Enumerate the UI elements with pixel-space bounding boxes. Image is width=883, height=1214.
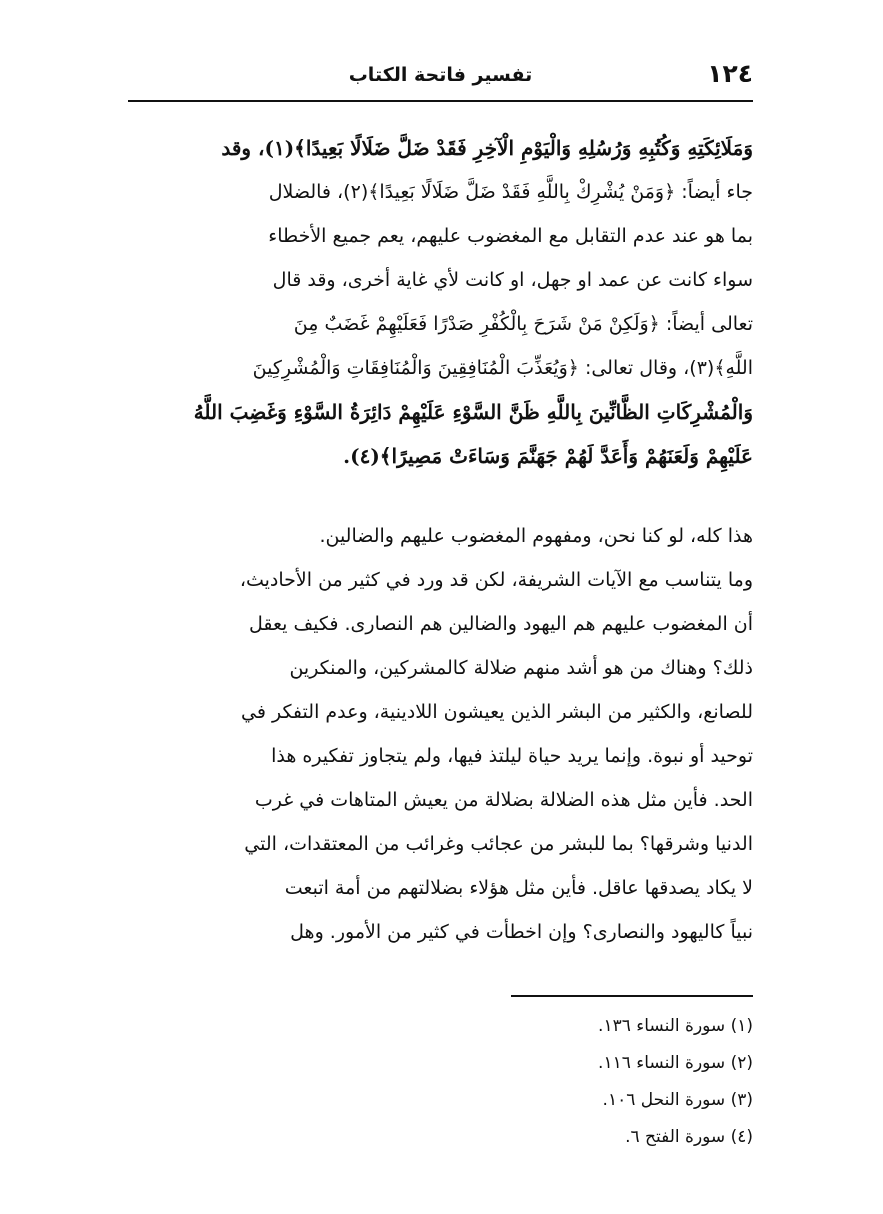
header-rule (128, 100, 753, 102)
text-line: نبياً كاليهود والنصارى؟ وإن اخطأت في كثير من الأمور. وهل (290, 921, 753, 943)
text-line: أن المغضوب عليهم هم اليهود والضالين هم النصارى. فكيف يعقل (249, 613, 753, 635)
text-line: عَلَيْهِمْ وَلَعَنَهُمْ وَأَعَدَّ لَهُمْ جَهَنَّمَ وَسَاءَتْ مَصِيرًا﴾(٤). (343, 444, 753, 468)
text-line: ذلك؟ وهناك من هو أشد منهم ضلالة كالمشركين، والمنكرين (289, 657, 753, 679)
page-number: ١٢٤ (707, 59, 753, 88)
text-line: هذا كله، لو كنا نحن، ومفهوم المغضوب عليهم والضالين. (319, 525, 753, 547)
text-line: اللَّهِ﴾(٣)، وقال تعالى: ﴿وَيُعَذِّبَ الْمُنَافِقِينَ وَالْمُنَافِقَاتِ وَالْمُشْرِكِينَ (252, 357, 753, 379)
page-header (128, 58, 753, 98)
footnote: (٢) سورة النساء ١١٦. (598, 1053, 753, 1073)
text-line: الحد. فأين مثل هذه الضلالة بضلالة من يعيش المتاهات في غرب (254, 789, 753, 811)
running-title: تفسير فاتحة الكتاب (348, 64, 533, 86)
text-line: وَالْمُشْرِكَاتِ الظَّانِّينَ بِاللَّهِ ظَنَّ السَّوْءِ عَلَيْهِمْ دَائِرَةُ السَّوْءِ وَغَضِبَ اللَّهُ (193, 400, 753, 424)
text-line: لا يكاد يصدقها عاقل. فأين مثل هؤلاء بضلالتهم من أمة اتبعت (284, 877, 753, 899)
text-line: سواء كانت عن عمد او جهل، او كانت لأي غاية أخرى، وقد قال (272, 269, 753, 291)
text-line: وما يتناسب مع الآيات الشريفة، لكن قد ورد في كثير من الأحاديث، (239, 569, 753, 591)
text-line: جاء أيضاً: ﴿وَمَنْ يُشْرِكْ بِاللَّهِ فَقَدْ ضَلَّ ضَلَالًا بَعِيدًا﴾(٢)، فالضلال (268, 181, 753, 203)
text-line: الدنيا وشرقها؟ بما للبشر من عجائب وغرائب من المعتقدات، التي (244, 833, 753, 855)
footnotes (400, 1008, 753, 1156)
paragraph-2 (128, 514, 753, 954)
text-line: توحيد أو نبوة. وإنما يريد حياة ليلتذ فيها، ولم يتجاوز تفكيره هذا (271, 745, 753, 767)
paragraph-1 (128, 126, 753, 478)
footnote: (٣) سورة النحل ١٠٦. (602, 1090, 753, 1110)
footnote: (١) سورة النساء ١٣٦. (598, 1016, 753, 1036)
text-line: بما هو عند عدم التقابل مع المغضوب عليهم، يعم جميع الأخطاء (268, 225, 753, 247)
text-line: للصانع، والكثير من البشر الذين يعيشون اللادينية، وعدم التفكر في (241, 701, 753, 723)
footnote-rule (511, 995, 753, 997)
text-line: تعالى أيضاً: ﴿وَلَكِنْ مَنْ شَرَحَ بِالْكُفْرِ صَدْرًا فَعَلَيْهِمْ غَضَبٌ مِنَ (293, 313, 753, 335)
text-line: وَمَلَائِكَتِهِ وَكُتُبِهِ وَرُسُلِهِ وَالْيَوْمِ الْآخِرِ فَقَدْ ضَلَّ ضَلَالًا بَعِيدًا﴾(١)، وقد (221, 136, 753, 160)
footnote: (٤) سورة الفتح ٦. (625, 1127, 753, 1147)
